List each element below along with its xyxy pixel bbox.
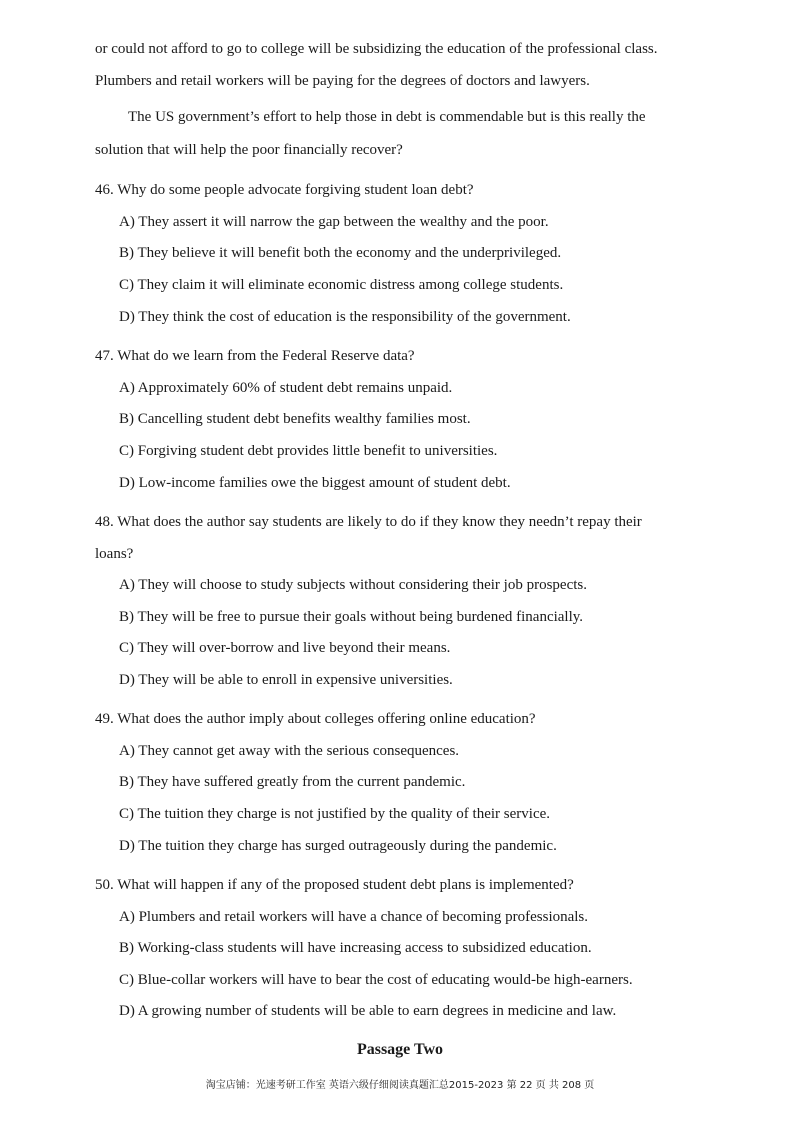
question-50-stem: 50. What will happen if any of the proposed student debt plans is implemented? [95,877,574,893]
question-50-option-a: A) Plumbers and retail workers will have a chance of becoming professionals. [119,909,589,925]
question-49-option-c: C) The tuition they charge is not justified by the quality of their service. [119,806,551,822]
question-46-option-d: D) They think the cost of education is the responsibility of the government. [119,309,571,325]
question-47-option-c: C) Forgiving student debt provides little benefit to universities. [119,443,498,459]
question-50-option-d: D) A growing number of students will be able to earn degrees in medicine and law. [119,1003,617,1019]
question-47-stem: 47. What do we learn from the Federal Reserve data? [95,348,415,364]
question-48-option-a: A) They will choose to study subjects without considering their job prospects. [119,577,587,593]
question-48-option-c: C) They will over-borrow and live beyond their means. [119,640,451,656]
question-49-option-b: B) They have suffered greatly from the current pandemic. [119,774,466,790]
question-46-stem: 46. Why do some people advocate forgiving student loan debt? [95,182,474,198]
passage-line: Plumbers and retail workers will be paying for the degrees of doctors and lawyers. [95,73,590,89]
question-48-stem: 48. What does the author say students are likely to do if they know they needn’t repay their [95,514,642,530]
passage-line: or could not afford to go to college will be subsidizing the education of the professional class. [95,41,658,57]
question-46-option-a: A) They assert it will narrow the gap between the wealthy and the poor. [119,214,549,230]
question-48-option-d: D) They will be able to enroll in expensive universities. [119,672,453,688]
final-paragraph-line: solution that will help the poor financially recover? [95,142,403,158]
question-47-option-d: D) Low-income families owe the biggest amount of student debt. [119,475,511,491]
section-title: Passage Two [356,1041,444,1058]
question-49-option-a: A) They cannot get away with the serious consequences. [119,743,460,759]
page-footer: 淘宝店铺：光速考研工作室 英语六级仔细阅读真题汇总2015-2023 第 22 页 共 208 页 [205,1080,595,1091]
question-46-option-b: B) They believe it will benefit both the economy and the underprivileged. [119,245,562,261]
question-48-stem: loans? [95,546,134,562]
question-49-option-d: D) The tuition they charge has surged outrageously during the pandemic. [119,838,557,854]
question-48-option-b: B) They will be free to pursue their goals without being burdened financially. [119,609,584,625]
question-47-option-b: B) Cancelling student debt benefits wealthy families most. [119,411,471,427]
final-paragraph-line: The US government’s effort to help those in debt is commendable but is this really the [128,109,646,125]
question-49-stem: 49. What does the author imply about colleges offering online education? [95,711,536,727]
question-50-option-c: C) Blue-collar workers will have to bear the cost of educating would-be high-earners. [119,972,633,988]
question-47-option-a: A) Approximately 60% of student debt remains unpaid. [119,380,453,396]
question-46-option-c: C) They claim it will eliminate economic distress among college students. [119,277,564,293]
question-50-option-b: B) Working-class students will have increasing access to subsidized education. [119,940,592,956]
